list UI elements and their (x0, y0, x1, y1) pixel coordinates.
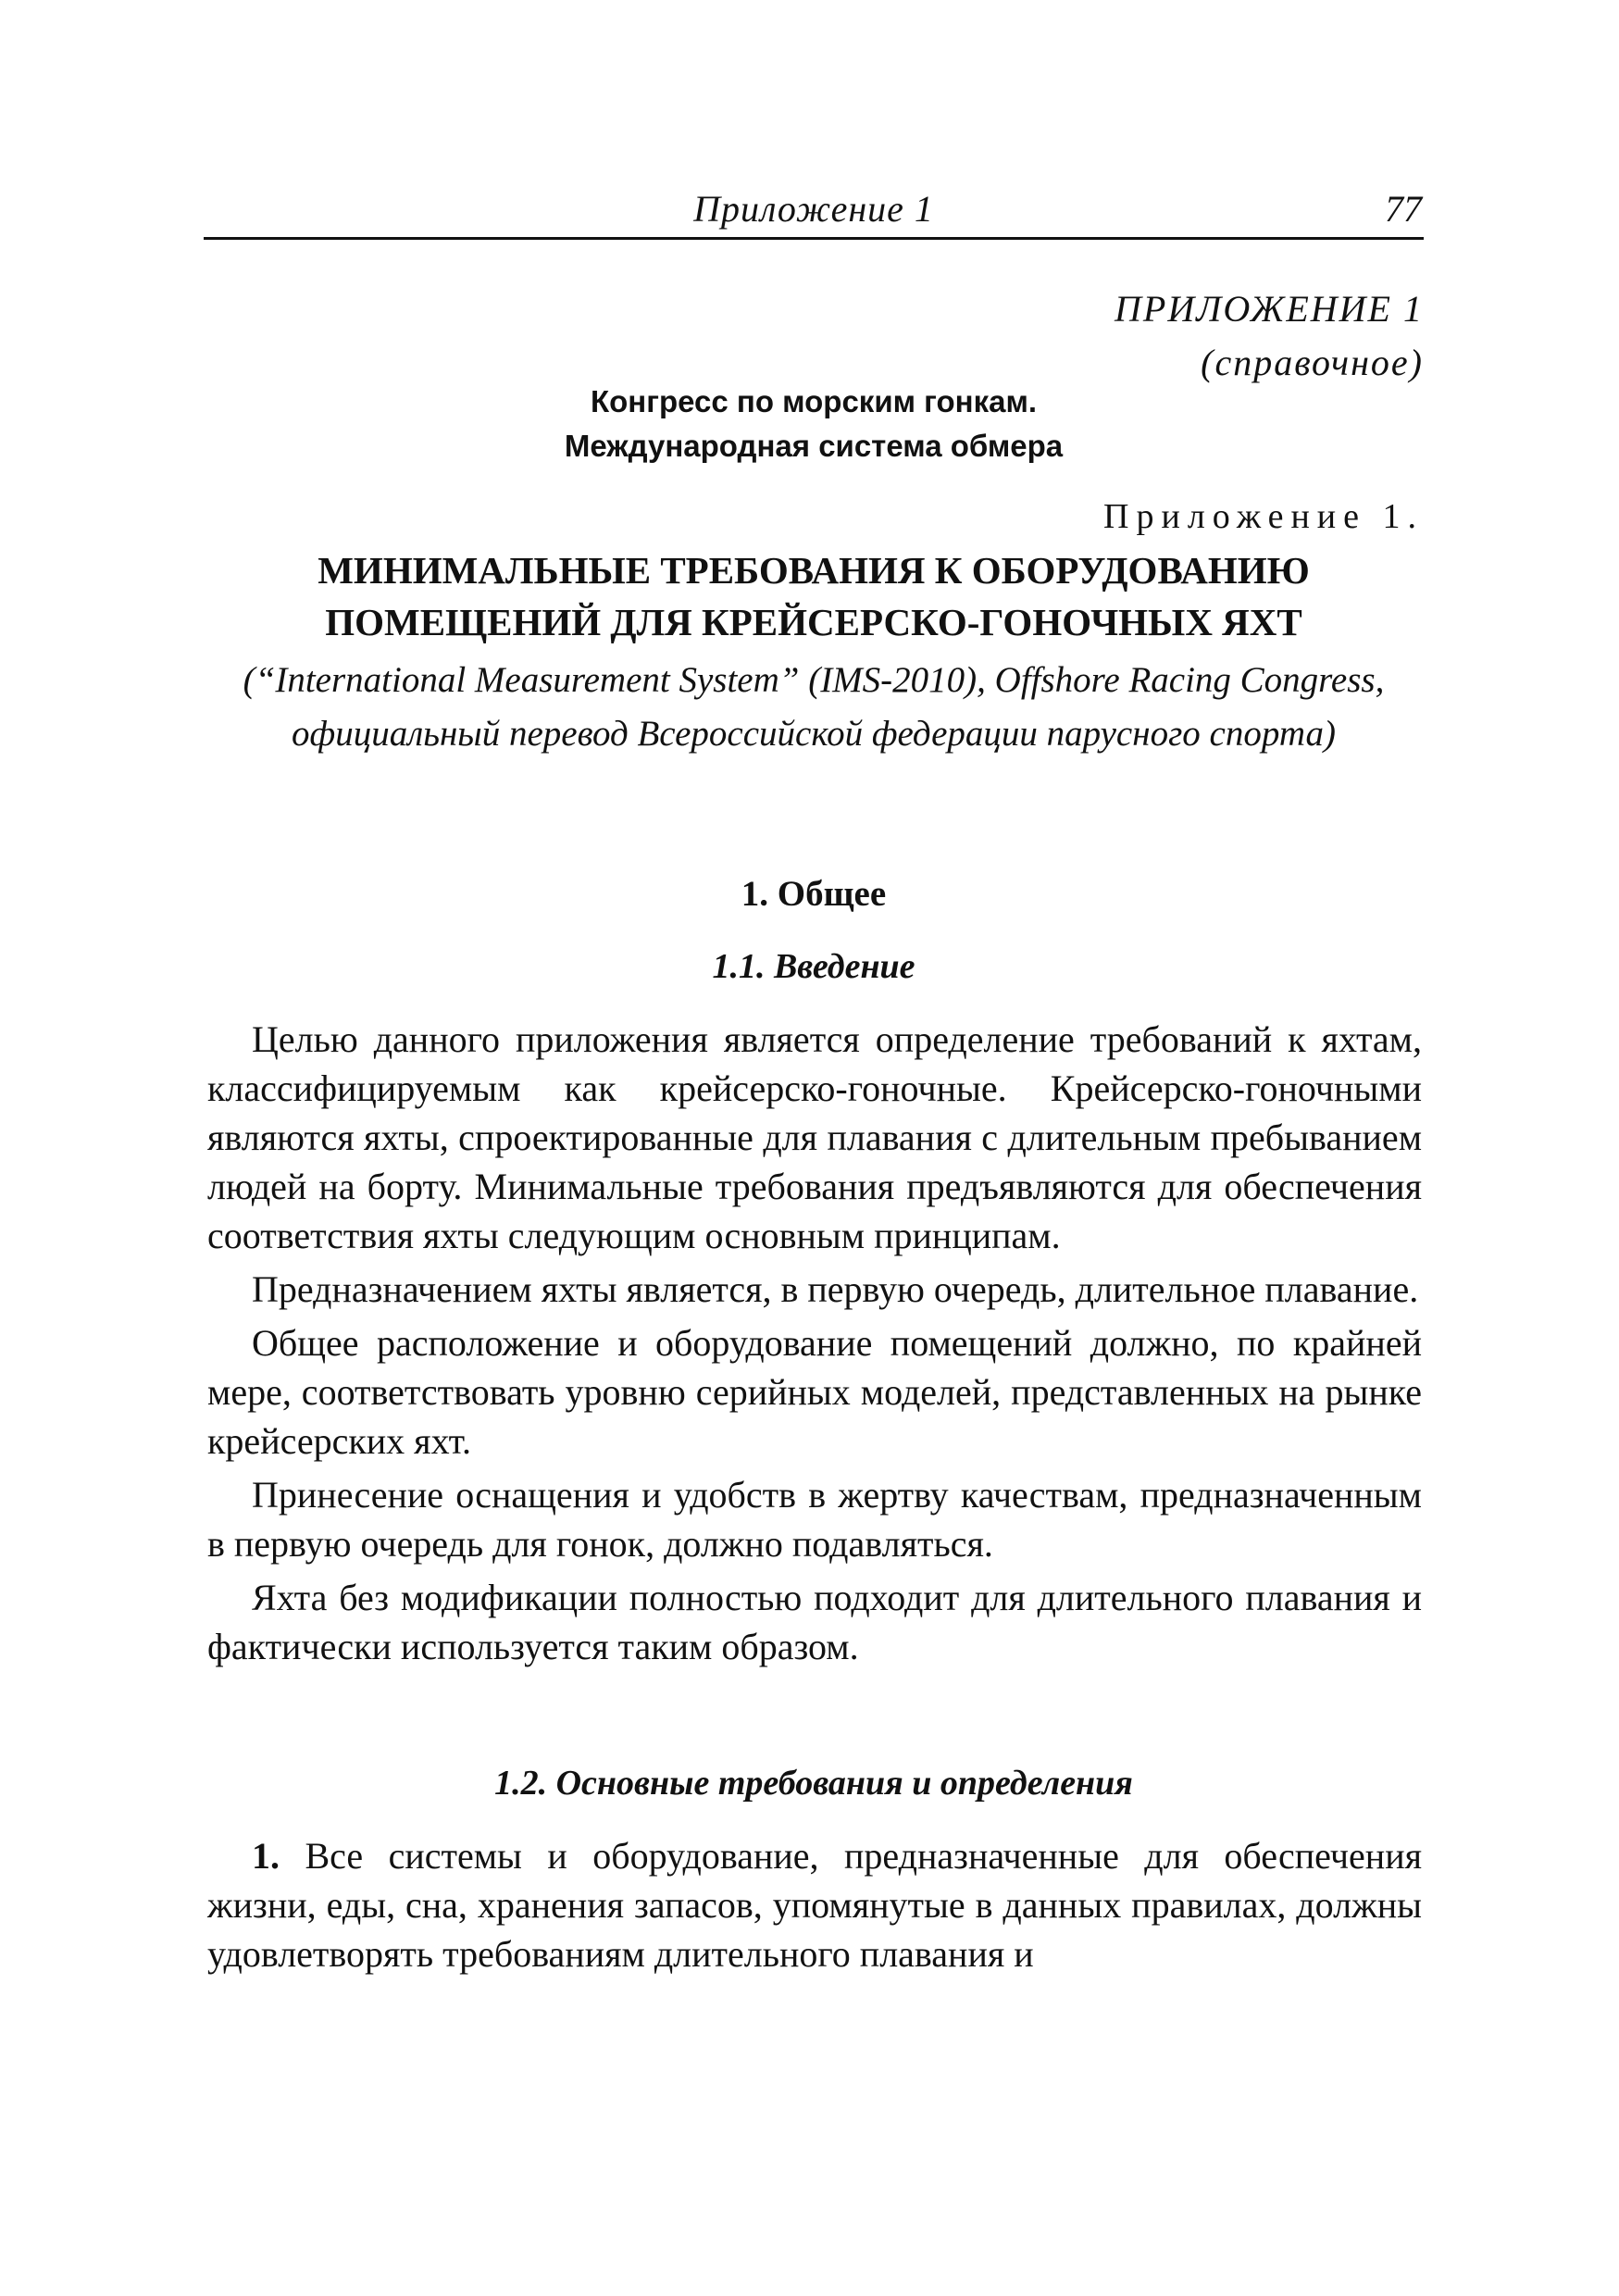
document-title (204, 544, 1424, 648)
source-note-line-2: официальный перевод Всероссийской федерации парусного спорта) (292, 714, 1336, 754)
document-title-line-1: МИНИМАЛЬНЫЕ ТРЕБОВАНИЯ К ОБОРУДОВАНИЮ (318, 549, 1310, 592)
introduction-body (207, 1015, 1422, 1676)
congress-line-2: Международная система обмера (564, 429, 1064, 463)
running-title: Приложение 1 (693, 188, 934, 230)
paragraph: Общее расположение и оборудование помещений должно, по крайней мере, соответствовать уровню серийных моделей, представленных на рынке крейсерских яхт. (207, 1322, 1422, 1462)
section-heading-general: 1. Общее (741, 874, 887, 914)
item-text: Все системы и оборудование, предназначенные для обеспечения жизни, еды, сна, хранения запасов, упомянутые в данных правилах, должны удовлетворять требованиям длительного плавания и (207, 1835, 1423, 1975)
congress-heading (204, 380, 1424, 468)
subsection-heading-introduction: 1.1. Введение (712, 947, 915, 986)
page-number: 77 (1385, 188, 1422, 230)
paragraph: Целью данного приложения является определение требований к яхтам, классифицируемым как крейсерско-гоночные. Крейсерско-гоночными являются яхты, спроектированные для плавания с длительным пребыванием людей на борту. Минимальные требования предъявляются для обеспечения соответствия яхты следующим основным принципам. (207, 1018, 1422, 1256)
sub-appendix-label: Приложение 1. (1103, 497, 1424, 536)
item-number: 1. (252, 1835, 280, 1877)
document-title-line-2: ПОМЕЩЕНИЙ ДЛЯ КРЕЙСЕРСКО-ГОНОЧНЫХ ЯХТ (325, 601, 1302, 643)
requirements-body (207, 1831, 1422, 1983)
congress-line-1: Конгресс по морским гонкам. (590, 384, 1038, 418)
paragraph: Принесение оснащения и удобств в жертву качествам, предназначенным в первую очередь для гонок, должно подавляться. (207, 1474, 1422, 1565)
appendix-label-block (1115, 282, 1424, 390)
source-note (185, 654, 1442, 761)
appendix-note: (справочное) (1201, 342, 1424, 383)
paragraph: Предназначением яхты является, в первую очередь, длительное плавание. (252, 1268, 1419, 1310)
paragraph (207, 1831, 1422, 1978)
source-note-line-1: (“International Measurement System” (IMS-2010), Offshore Racing Congress, (243, 660, 1385, 700)
subsection-heading-requirements: 1.2. Основные требования и определения (494, 1764, 1133, 1803)
appendix-label: ПРИЛОЖЕНИЕ 1 (1115, 288, 1424, 330)
paragraph: Яхта без модификации полностью подходит для длительного плавания и фактически используется таким образом. (207, 1577, 1422, 1667)
running-header (204, 181, 1424, 240)
